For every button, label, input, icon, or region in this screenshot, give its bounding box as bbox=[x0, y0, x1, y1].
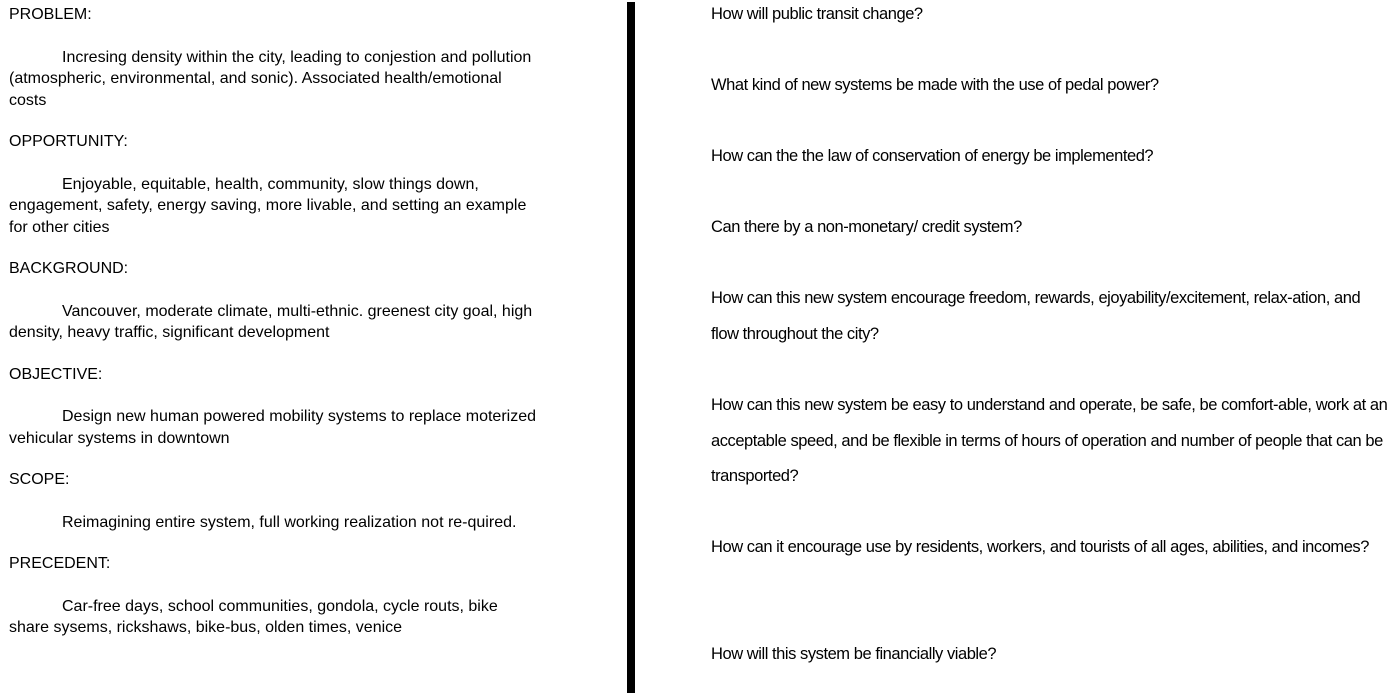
section-heading: PROBLEM: bbox=[9, 6, 92, 23]
question-item: How can this new system be easy to understand and operate, be safe, be comfort-able, work at an acceptable speed, and be flexible in terms of hours of operation and number of people that can be transported? bbox=[711, 396, 1388, 485]
question-item: How can the the law of conservation of energy be implemented? bbox=[711, 147, 1154, 165]
question-item: How will public transit change? bbox=[711, 5, 923, 23]
question-item: How can it encourage use by residents, workers, and tourists of all ages, abilities, and incomes? bbox=[711, 538, 1369, 556]
section-heading: BACKGROUND: bbox=[9, 260, 129, 277]
section-body: Reimagining entire system, full working realization not re-quired. bbox=[62, 513, 517, 531]
section-background bbox=[9, 258, 539, 344]
question-item: What kind of new systems be made with the use of pedal power? bbox=[711, 76, 1159, 94]
section-heading: SCOPE: bbox=[9, 471, 70, 488]
question-item: How can this new system encourage freedom, rewards, ejoyability/excitement, relax-ation, and flow throughout the city? bbox=[711, 289, 1361, 343]
column-divider bbox=[627, 2, 635, 693]
section-body: Incresing density within the city, leading to conjestion and pollution (atmospheric, environmental, and sonic). Associated health/emotional costs bbox=[9, 48, 532, 109]
section-precedent bbox=[9, 553, 539, 639]
question-item: How will this system be financially viable? bbox=[711, 645, 997, 663]
section-heading: PRECEDENT: bbox=[9, 555, 111, 572]
question-item: Can there by a non-monetary/ credit system? bbox=[711, 218, 1022, 236]
section-body: Car-free days, school communities, gondola, cycle routs, bike share sysems, rickshaws, bike-bus, olden times, venice bbox=[9, 597, 498, 636]
section-body: Enjoyable, equitable, health, community, slow things down, engagement, safety, energy saving, more livable, and setting an example for other cities bbox=[9, 175, 527, 236]
section-scope bbox=[9, 469, 539, 533]
section-problem bbox=[9, 4, 539, 111]
design-brief-column bbox=[9, 4, 539, 659]
section-body: Vancouver, moderate climate, multi-ethnic. greenest city goal, high density, heavy traffic, significant development bbox=[9, 302, 533, 341]
section-body: Design new human powered mobility systems to replace moterized vehicular systems in downtown bbox=[9, 408, 536, 447]
section-objective bbox=[9, 364, 539, 450]
section-heading: OBJECTIVE: bbox=[9, 365, 103, 383]
section-opportunity bbox=[9, 131, 539, 238]
section-heading: OPPORTUNITY: bbox=[9, 133, 128, 150]
